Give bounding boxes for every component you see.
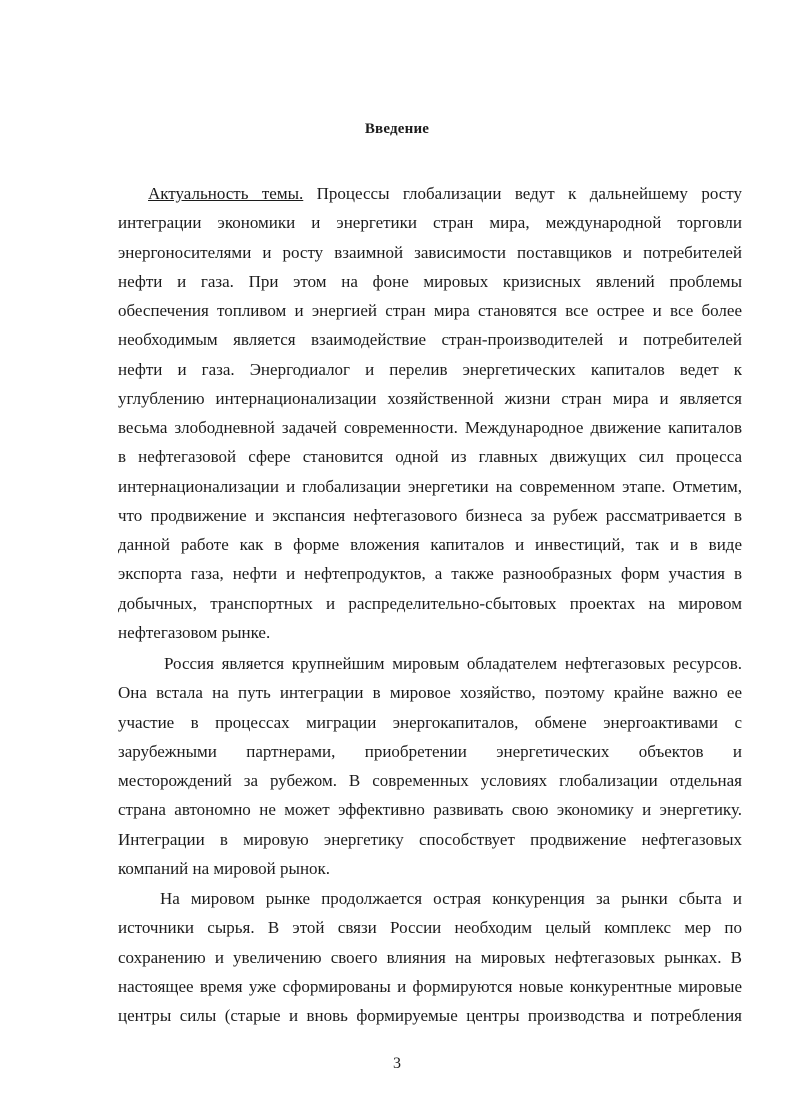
text-line: интеграции экономики и энергетики стран мира, международной торговли	[118, 213, 742, 233]
paragraph-world-market	[118, 884, 742, 1030]
text-line: интернационализации и глобализации энергетики на современном этапе. Отметим,	[118, 476, 742, 496]
text-line: месторождений за рубежом. В современных условиях глобализации отдельная	[118, 771, 742, 790]
page-number: 3	[393, 1055, 401, 1072]
text-line: углублению интернационализации хозяйственной жизни стран мира и является	[118, 388, 742, 408]
text-line	[118, 179, 742, 208]
text-line: зарубежными партнерами, приобретении энергетических объектов и	[118, 741, 742, 761]
text-line: в нефтегазовой сфере становится одной из главных движущих сил процесса	[118, 447, 742, 467]
text-line: источники сырья. В этой связи России необходим целый комплекс мер по	[118, 918, 742, 938]
section-title: Введение	[364, 121, 430, 137]
paragraph-russia	[118, 649, 742, 883]
text-line-content: Процессы глобализации ведут к дальнейшему росту	[316, 184, 742, 203]
text-line: настоящее время уже сформированы и формируются новые конкурентные мировые	[118, 976, 742, 996]
relevance-heading: Актуальность темы.	[148, 184, 304, 203]
paragraph-relevance	[118, 179, 742, 647]
text-line: энергоносителями и росту взаимной зависимости поставщиков и потребителей	[118, 242, 742, 262]
text-line: что продвижение и экспансия нефтегазового бизнеса за рубеж рассматривается в	[118, 505, 742, 525]
text-line: участие в процессах миграции энергокапиталов, обмене энергоактивами с	[118, 712, 742, 732]
text-line: сохранению и увеличению своего влияния на мировых нефтегазовых рынках. В	[118, 947, 742, 967]
text-line: нефтегазовом рынке.	[118, 622, 271, 642]
text-line: добычных, транспортных и распределительно-сбытовых проектах на мировом	[118, 593, 742, 613]
text-line: На мировом рынке продолжается острая конкуренция за рынки сбыта и	[160, 889, 742, 908]
text-line: необходимым является взаимодействие стран-производителей и потребителей	[118, 330, 742, 350]
text-line: данной работе как в форме вложения капиталов и инвестиций, так и в виде	[118, 535, 742, 554]
text-line: страна автономно не может эффективно развивать свою экономику и энергетику.	[118, 800, 742, 820]
text-line: Интеграции в мировую энергетику способствует продвижение нефтегазовых	[118, 829, 742, 849]
text-line: компаний на мировой рынок.	[118, 858, 331, 878]
text-line: экспорта газа, нефти и нефтепродуктов, а также разнообразных форм участия в	[118, 564, 742, 584]
text-line: Россия является крупнейшим мировым обладателем нефтегазовых ресурсов.	[164, 654, 742, 673]
text-line: весьма злободневной задачей современности. Международное движение капиталов	[118, 418, 742, 437]
text-line: Она встала на путь интеграции в мировое хозяйство, поэтому крайне важно ее	[118, 683, 742, 703]
text-line: нефти и газа. При этом на фоне мировых кризисных явлений проблемы	[118, 271, 742, 291]
text-line: нефти и газа. Энергодиалог и перелив энергетических капиталов ведет к	[118, 359, 742, 379]
text-line: центры силы (старые и вновь формируемые центры производства и потребления	[118, 1006, 742, 1025]
text-line: обеспечения топливом и энергией стран мира становятся все острее и все более	[118, 301, 742, 320]
